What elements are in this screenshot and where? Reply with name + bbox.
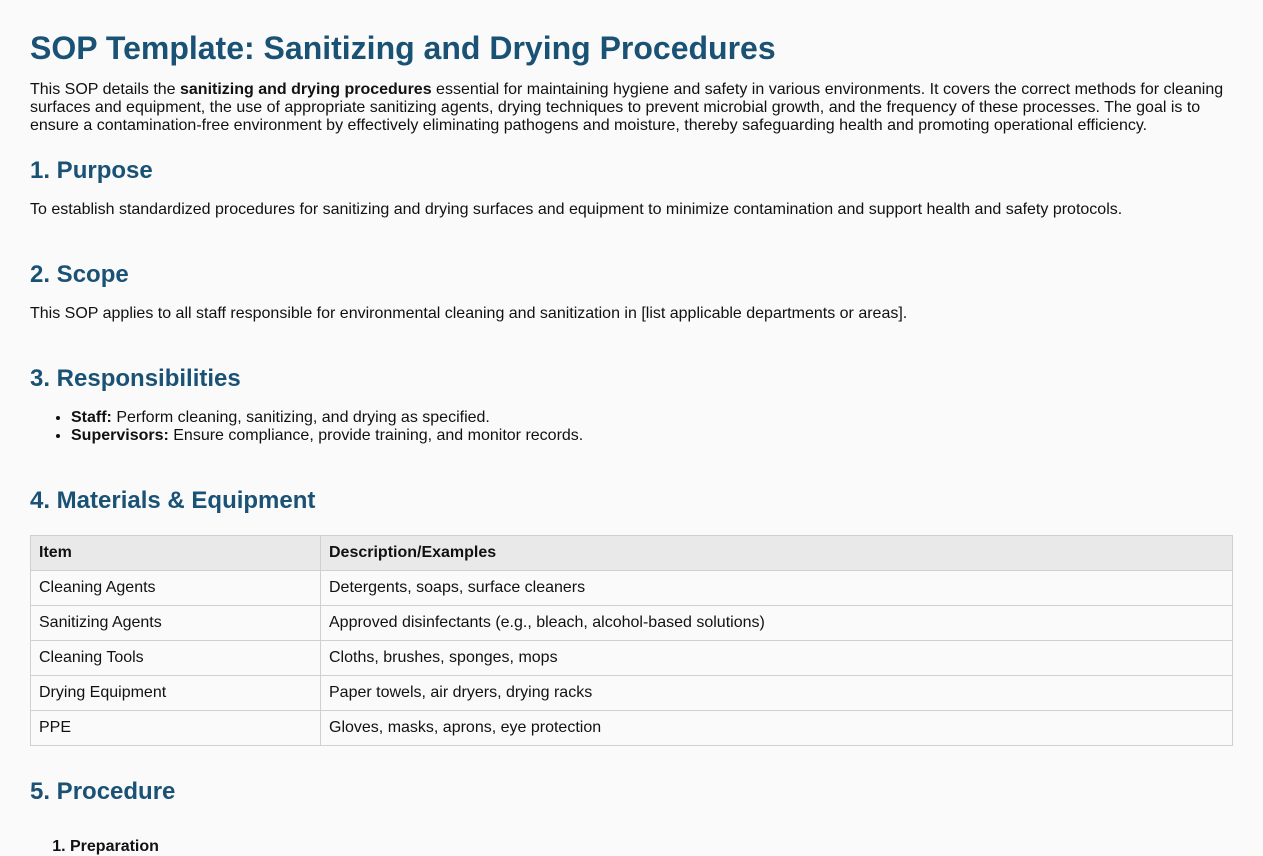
materials-table bbox=[30, 535, 1233, 746]
materials-heading: 4. Materials & Equipment bbox=[30, 487, 316, 514]
list-item bbox=[71, 409, 1233, 427]
intro-bold-text: sanitizing and drying procedures bbox=[180, 81, 432, 98]
item-cell: Sanitizing Agents bbox=[31, 606, 321, 641]
description-cell: Cloths, brushes, sponges, mops bbox=[321, 641, 1233, 676]
intro-text-end: essential for maintaining hygiene and safety in various environments. It covers the correct methods for cleaning surfaces and equipment, the use of appropriate sanitizing agents, drying techniques to prevent microbial growth, and the frequency of these processes. The goal is to ensure a contamination-free environment by effectively eliminating pathogens and moisture, thereby safeguarding health and promoting operational efficiency. bbox=[30, 81, 1224, 134]
purpose-heading: 1. Purpose bbox=[30, 157, 153, 184]
column-header-description: Description/Examples bbox=[321, 536, 1233, 571]
table-row bbox=[31, 606, 1233, 641]
table-row bbox=[31, 571, 1233, 606]
procedure-step: 1. Preparation bbox=[70, 838, 1233, 856]
table-row bbox=[31, 641, 1233, 676]
item-cell: Cleaning Tools bbox=[31, 641, 321, 676]
item-cell: Drying Equipment bbox=[31, 676, 321, 711]
item-cell: Cleaning Agents bbox=[31, 571, 321, 606]
role-description: Ensure compliance, provide training, and monitor records. bbox=[168, 427, 584, 444]
responsibilities-heading: 3. Responsibilities bbox=[30, 365, 241, 392]
item-cell: PPE bbox=[31, 711, 321, 746]
table-header-row bbox=[31, 536, 1233, 571]
description-cell: Gloves, masks, aprons, eye protection bbox=[321, 711, 1233, 746]
scope-text: This SOP applies to all staff responsible for environmental cleaning and sanitization in [list applicable departments or areas]. bbox=[30, 305, 908, 322]
purpose-text: To establish standardized procedures for sanitizing and drying surfaces and equipment to minimize contamination and support health and safety protocols. bbox=[30, 201, 1123, 218]
list-item bbox=[71, 427, 1233, 445]
page-title: SOP Template: Sanitizing and Drying Procedures bbox=[30, 30, 776, 66]
table-row bbox=[31, 711, 1233, 746]
role-label: Staff: bbox=[71, 409, 112, 426]
procedure-heading: 5. Procedure bbox=[30, 778, 176, 805]
procedure-steps-list bbox=[30, 838, 1233, 856]
role-label: Supervisors: bbox=[71, 427, 169, 444]
description-cell: Approved disinfectants (e.g., bleach, alcohol-based solutions) bbox=[321, 606, 1233, 641]
scope-heading: 2. Scope bbox=[30, 261, 129, 288]
table-row bbox=[31, 676, 1233, 711]
intro-text-start: This SOP details the bbox=[30, 81, 180, 98]
column-header-item: Item bbox=[31, 536, 321, 571]
description-cell: Detergents, soaps, surface cleaners bbox=[321, 571, 1233, 606]
responsibilities-list bbox=[30, 409, 1233, 445]
role-description: Perform cleaning, sanitizing, and drying as specified. bbox=[111, 409, 490, 426]
intro-paragraph bbox=[30, 81, 1233, 135]
description-cell: Paper towels, air dryers, drying racks bbox=[321, 676, 1233, 711]
